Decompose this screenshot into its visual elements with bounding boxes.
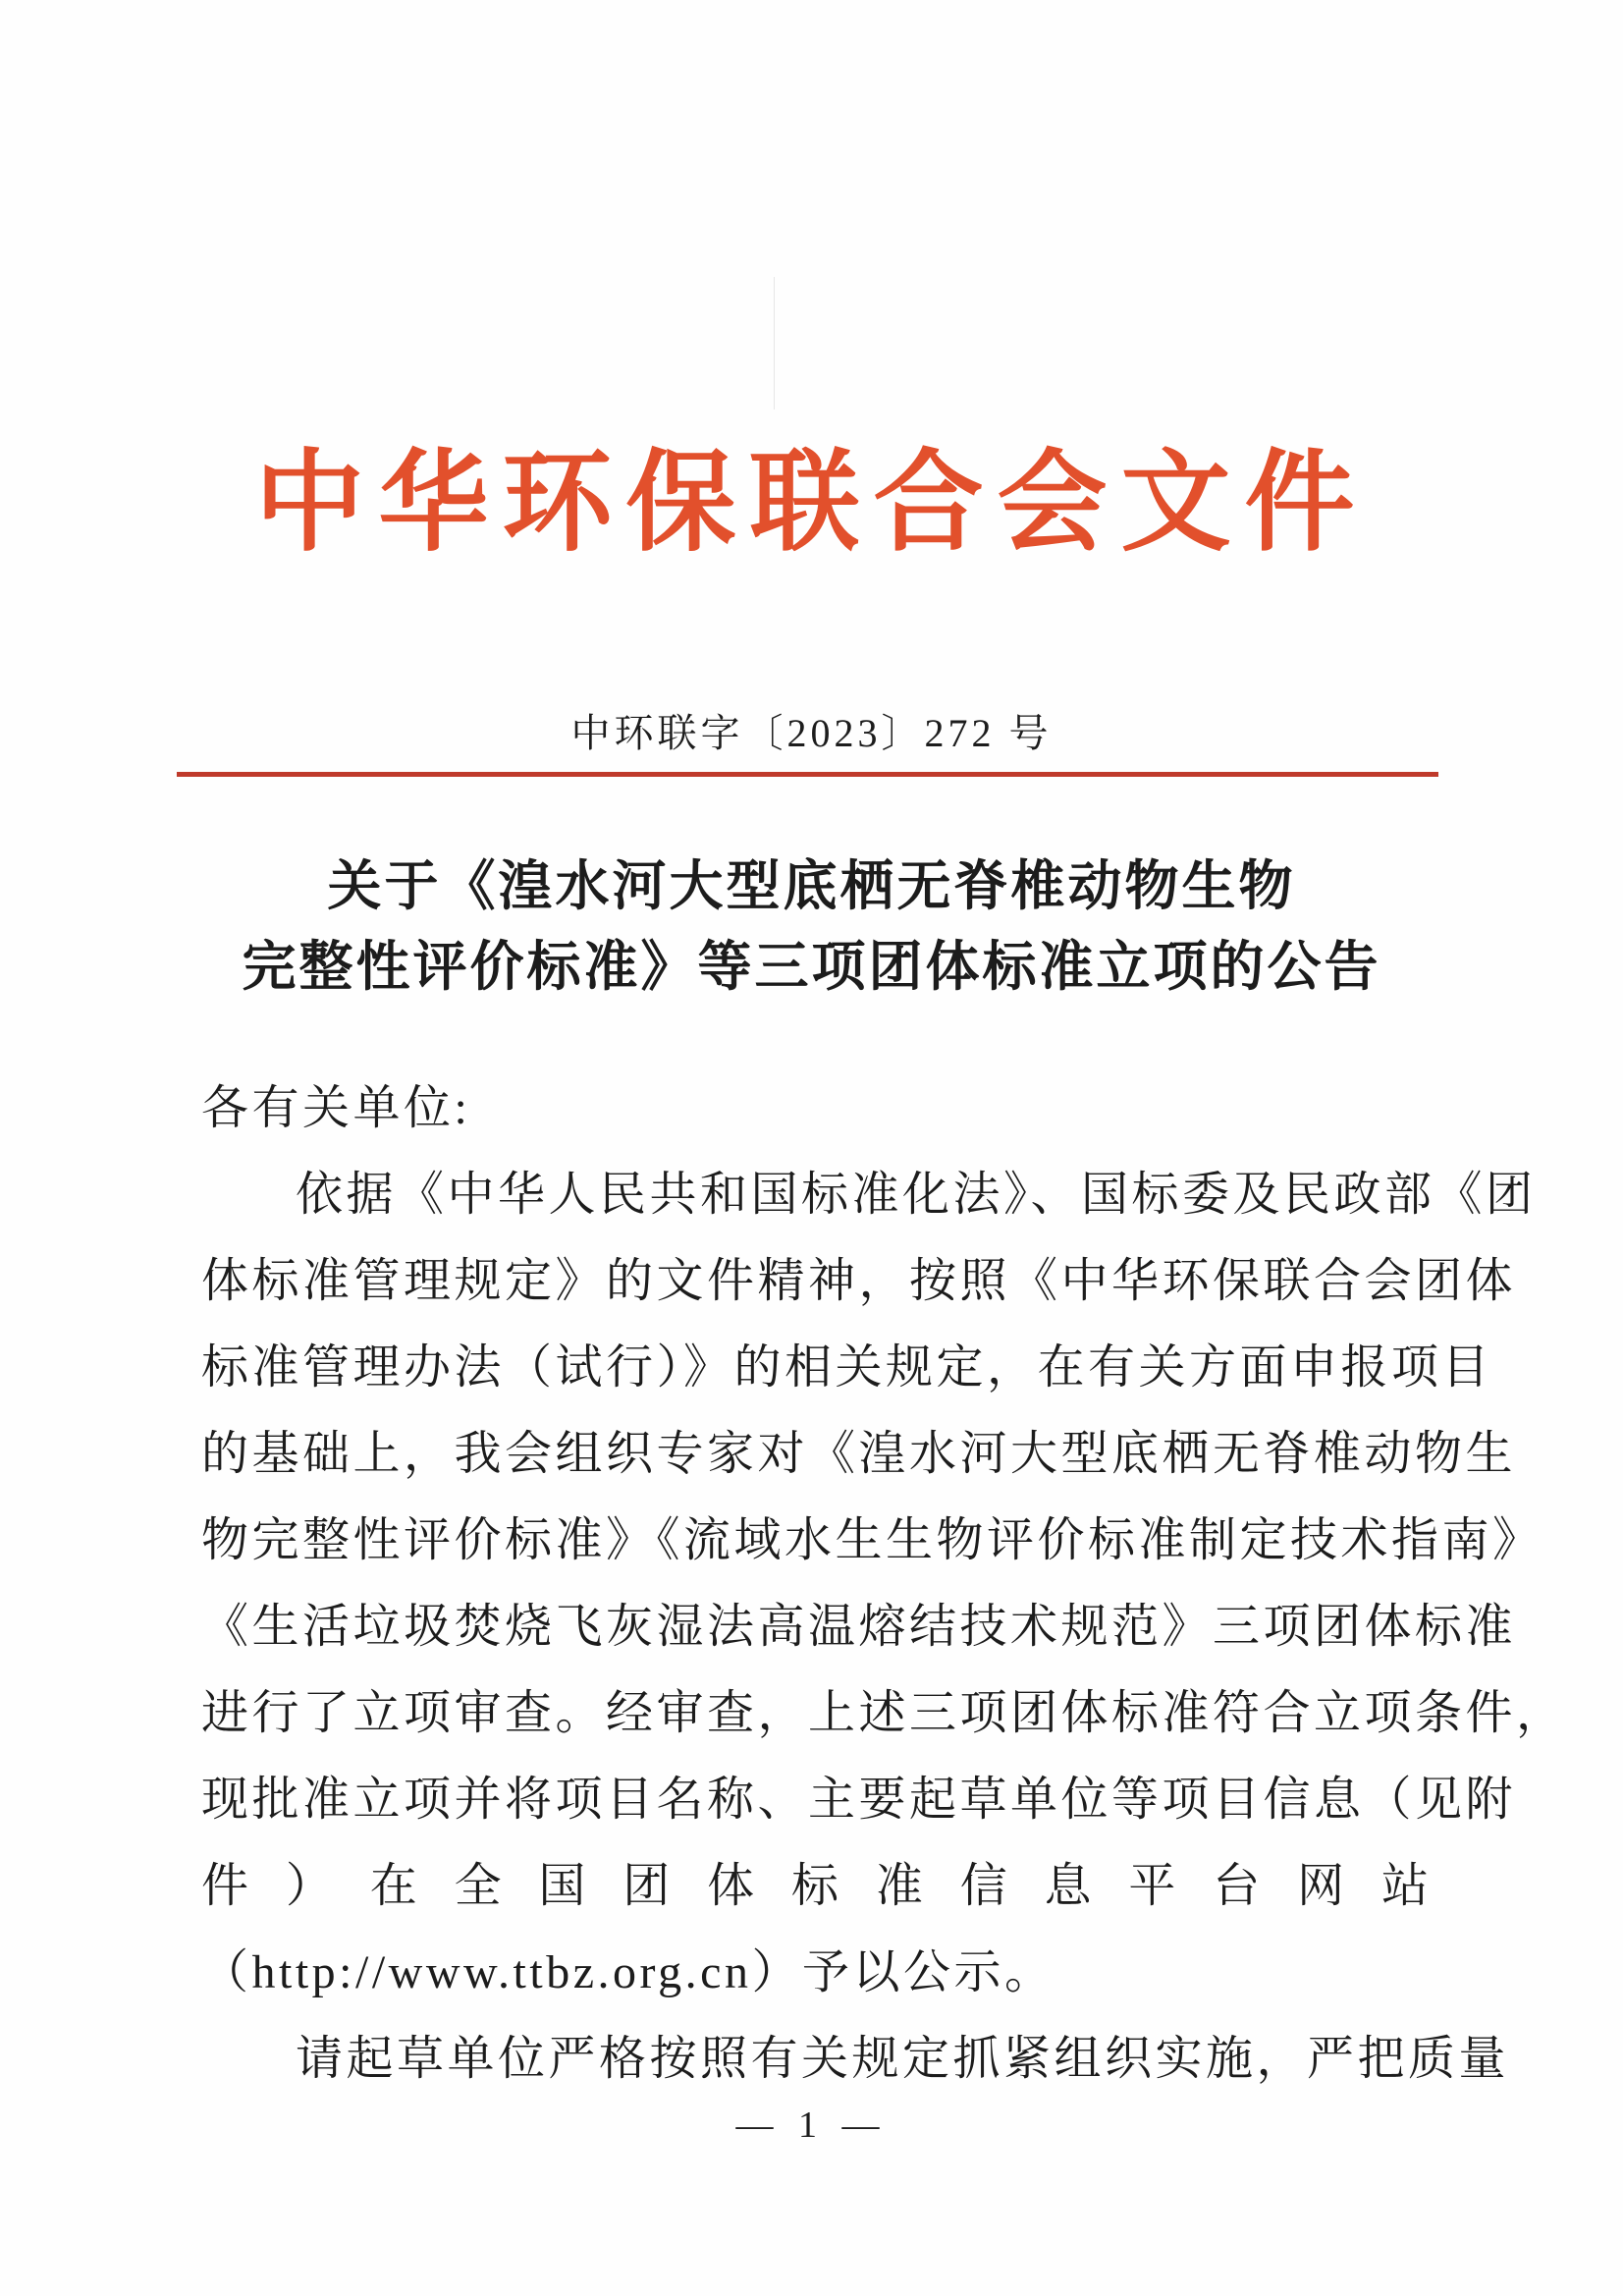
document-title-line-1: 关于《湟水河大型底栖无脊椎动物生物 bbox=[327, 856, 1296, 916]
page-number: — 1 — bbox=[735, 2105, 888, 2146]
document-title bbox=[0, 847, 1623, 1008]
body-line: 请起草单位严格按照有关规定抓紧组织实施，严把质量 bbox=[296, 2033, 1510, 2085]
body-line: 件）在全国团体标准信息平台网站 bbox=[201, 1860, 1429, 1912]
body-line-url: （http://www.ttbz.org.cn）予以公示。 bbox=[201, 1946, 1055, 1998]
document-number: 中环联字〔2023〕272 号 bbox=[570, 711, 1053, 755]
body-line: 进行了立项审查。经审查，上述三项团体标准符合立项条件， bbox=[201, 1687, 1567, 1739]
body-line: 《生活垃圾焚烧飞灰湿法高温熔结技术规范》三项团体标准 bbox=[201, 1601, 1517, 1653]
body-line: 现批准立项并将项目名称、主要起草单位等项目信息（见附 bbox=[201, 1774, 1517, 1826]
document-title-line-2: 完整性评价标准》等三项团体标准立项的公告 bbox=[242, 937, 1381, 997]
body-line: 的基础上，我会组织专家对《湟水河大型底栖无脊椎动物生 bbox=[201, 1428, 1517, 1480]
scan-artifact-line bbox=[774, 277, 775, 410]
document-body bbox=[201, 1066, 1567, 2103]
body-line: 体标准管理规定》的文件精神，按照《中华环保联合会团体 bbox=[201, 1255, 1517, 1307]
body-line: 标准管理办法（试行）》的相关规定，在有关方面申报项目 bbox=[201, 1341, 1493, 1394]
salutation: 各有关单位: bbox=[201, 1082, 471, 1134]
body-line: 物完整性评价标准》《流域水生生物评价标准制定技术指南》 bbox=[201, 1514, 1543, 1566]
body-line: 依据《中华人民共和国标准化法》、国标委及民政部《团 bbox=[296, 1169, 1537, 1221]
organization-banner-title: 中华环保联合会文件 bbox=[254, 443, 1369, 565]
red-divider-line bbox=[177, 772, 1438, 777]
